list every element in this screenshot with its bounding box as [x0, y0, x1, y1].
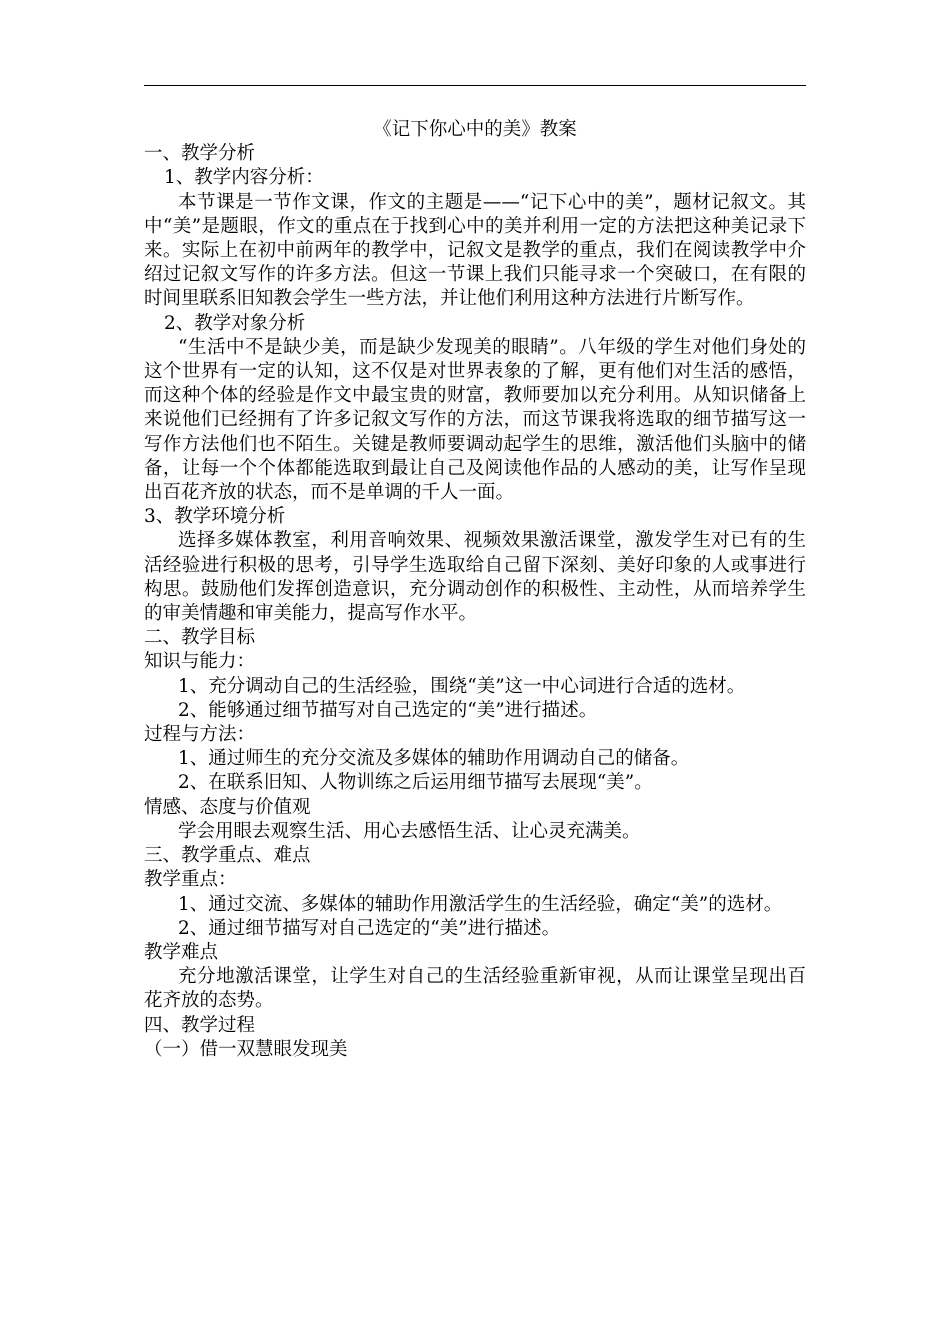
paragraph-audience-analysis: “生活中不是缺少美，而是缺少发现美的眼睛”。八年级的学生对他们身处的这个世界有一定的认知，这不仅是对世界表象的了解，更有他们对生活的感悟，而这种个体的经验是作文中最宝贵的财富，教师要加以充分利用。从知识储备上来说他们已经拥有了许多记叙文写作的方法，而这节课我将选取的细节描写这一写作方法他们也不陌生。关键是教师要调动起学生的思维，激活他们头脑中的储备，让每一个个体都能选取到最让自己及阅读他作品的人感动的美，让写作呈现出百花齐放的状态，而不是单调的千人一面。	[144, 336, 806, 504]
key-point-1: 1、通过交流、多媒体的辅助作用激活学生的生活经验，确定“美”的选材。	[178, 893, 783, 915]
goal-knowledge-1: 1、充分调动自己的生活经验，围绕“美”这一中心词进行合适的选材。	[178, 675, 746, 697]
subheading-environment-analysis: 3、教学环境分析	[144, 506, 286, 528]
goal-process-2: 2、在联系旧知、人物训练之后运用细节描写去展现“美”。	[178, 772, 653, 794]
goal-knowledge-2: 2、能够通过细节描写对自己选定的“美”进行描述。	[178, 699, 598, 721]
document-title: 《记下你心中的美》教案	[373, 119, 577, 140]
paragraph-content-analysis: 本节课是一节作文课，作文的主题是——“记下心中的美”，题材记叙文。其中“美”是题眼，作文的重点在于找到心中的美并利用一定的方法把这种美记录下来。实际上在初中前两年的教学中，记叙文是教学的重点，我们在阅读教学中介绍过记叙文写作的许多方法。但这一节课上我们只能寻求一个突破口，在有限的时间里联系旧知教会学生一些方法，并让他们利用这种方法进行片断写作。	[144, 191, 806, 310]
paragraph-environment-analysis: 选择多媒体教室，利用音响效果、视频效果激活课堂，激发学生对已有的生活经验进行积极的思考，引导学生选取给自己留下深刻、美好印象的人或事进行构思。鼓励他们发挥创造意识，充分调动创作的积极性、主动性，从而培养学生的审美情趣和审美能力，提高写作水平。	[144, 530, 806, 625]
subheading-values: 情感、态度与价值观	[144, 796, 311, 818]
subheading-key-points: 教学重点：	[144, 869, 237, 891]
subheading-content-analysis: 1、教学内容分析：	[164, 167, 324, 189]
difficulty-1: 充分地激活课堂，让学生对自己的生活经验重新审视，从而让课堂呈现出百花齐放的态势。	[144, 966, 806, 1012]
subheading-audience-analysis: 2、教学对象分析	[164, 312, 306, 334]
section-heading-analysis: 一、教学分析	[144, 143, 256, 165]
subheading-difficulties: 教学难点	[144, 941, 219, 963]
goal-process-1: 1、通过师生的充分交流及多媒体的辅助作用调动自己的储备。	[178, 748, 690, 770]
section-heading-process: 四、教学过程	[144, 1014, 256, 1036]
document-body	[144, 118, 806, 1062]
subheading-process: 过程与方法：	[144, 724, 256, 746]
subheading-knowledge: 知识与能力：	[144, 651, 256, 673]
goal-values-1: 学会用眼去观察生活、用心去感悟生活、让心灵充满美。	[178, 820, 641, 842]
header-rule	[144, 85, 806, 86]
section-heading-goals: 二、教学目标	[144, 627, 256, 649]
section-heading-keypoints: 三、教学重点、难点	[144, 845, 311, 867]
subheading-process-step-1: （一）借一双慧眼发现美	[144, 1038, 348, 1060]
key-point-2: 2、通过细节描写对自己选定的“美”进行描述。	[178, 917, 561, 939]
